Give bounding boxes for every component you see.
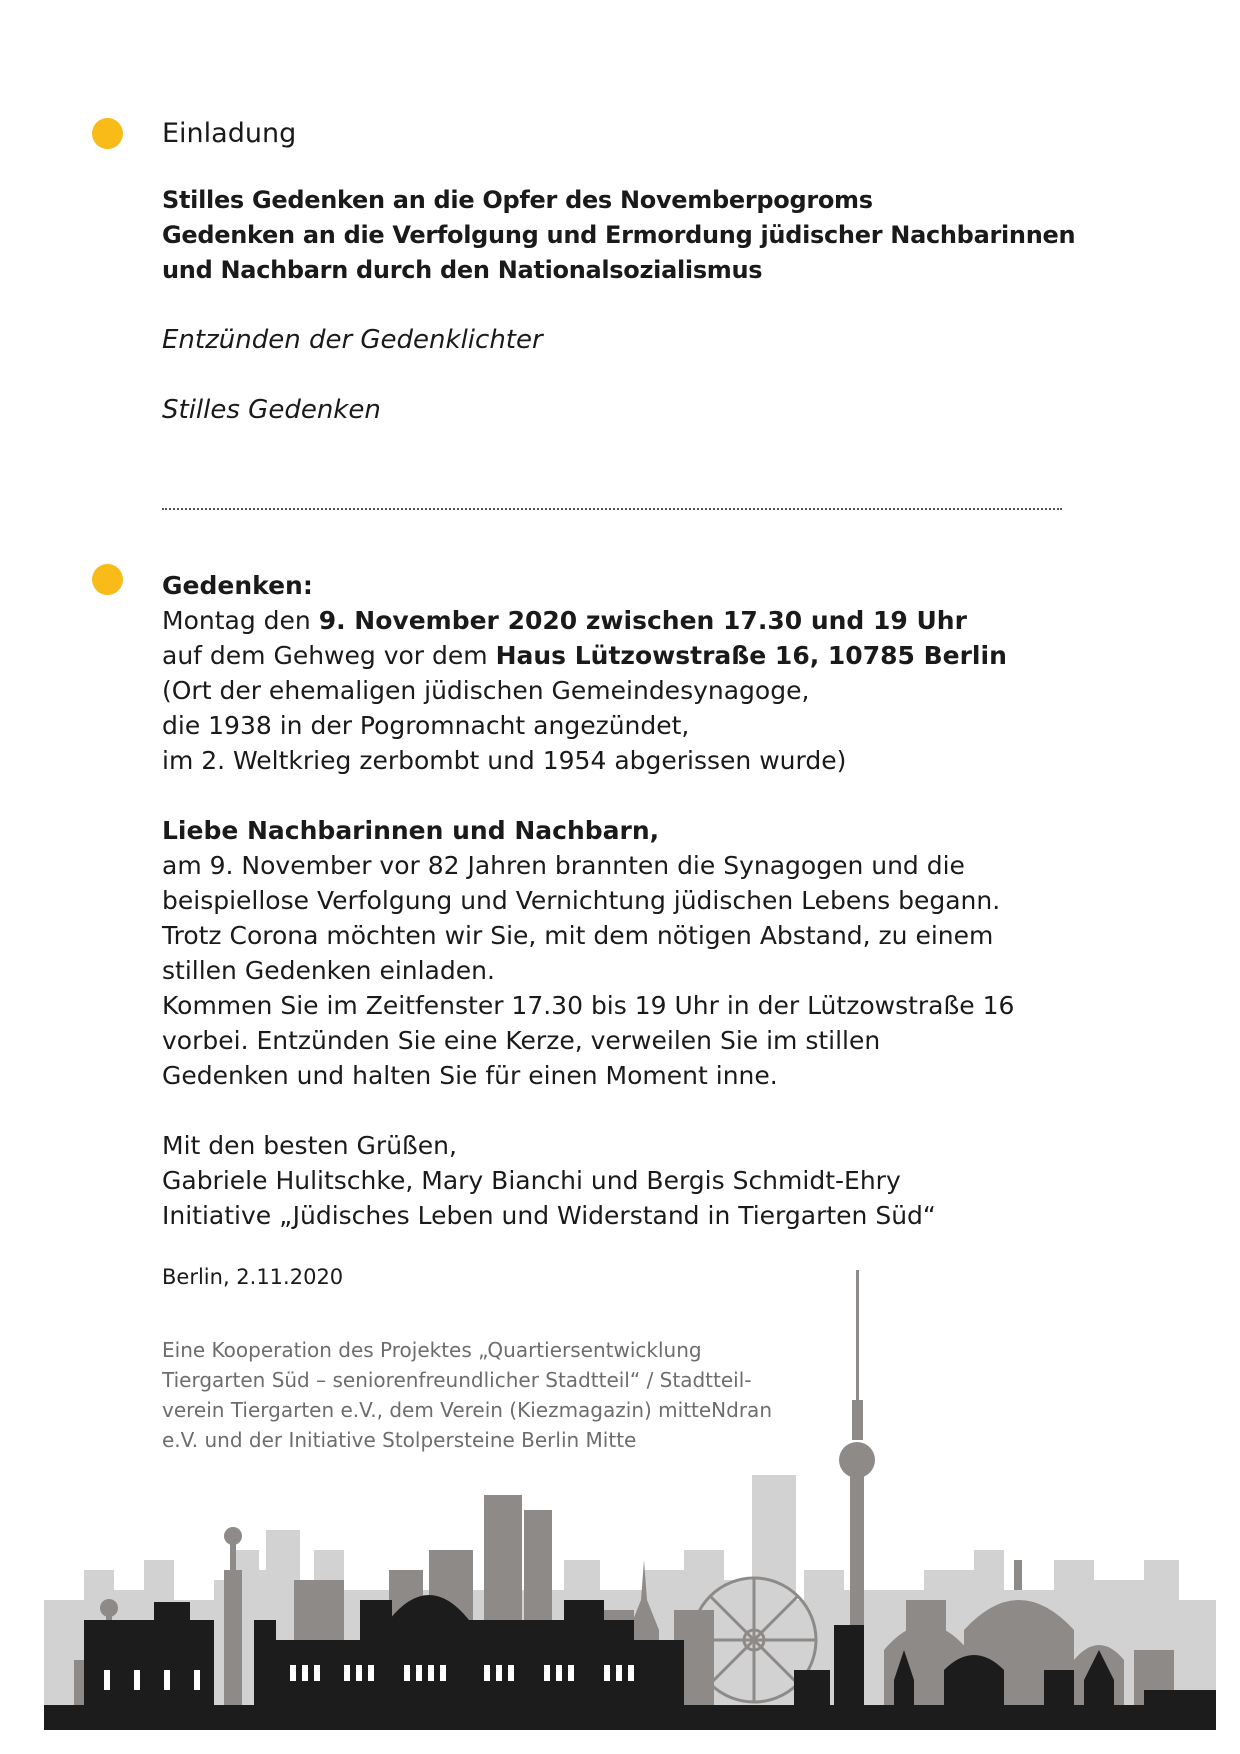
letter-line: Gedenken und halten Sie für einen Moment inne. [162, 1061, 778, 1090]
details-heading: Gedenken: [162, 571, 313, 600]
date-time-line [162, 603, 1062, 638]
title-line: Gedenken an die Verfolgung und Ermordung jüdischer Nachbarinnen [162, 221, 1076, 249]
letter-line: beispiellose Verfolgung und Vernichtung jüdischen Lebens begann. [162, 886, 1001, 915]
cooperation-line: Eine Kooperation des Projektes „Quartiersentwicklung [162, 1338, 702, 1362]
address: Haus Lützowstraße 16, 10785 Berlin [495, 641, 1007, 670]
letter-line: am 9. November vor 82 Jahren brannten die Synagogen und die [162, 851, 965, 880]
salutation: Liebe Nachbarinnen und Nachbarn, [162, 816, 660, 845]
cooperation-line: verein Tiergarten e.V., dem Verein (Kiezmagazin) mitteNdran [162, 1398, 772, 1422]
date-line: Berlin, 2.11.2020 [162, 1265, 344, 1289]
location-prefix: auf dem Gehweg vor dem [162, 641, 496, 670]
program-item: Entzünden der Gedenklichter [162, 325, 543, 355]
letter-line: stillen Gedenken einladen. [162, 956, 495, 985]
closing: Mit den besten Grüßen, [162, 1131, 457, 1160]
note-line: die 1938 in der Pogromnacht angezündet, [162, 711, 690, 740]
letter-line: Trotz Corona möchten wir Sie, mit dem nötigen Abstand, zu einem [162, 921, 994, 950]
berlin-skyline-icon [44, 1270, 1216, 1730]
initiative: Initiative „Jüdisches Leben und Widerstand in Tiergarten Süd“ [162, 1201, 936, 1230]
title-line: und Nachbarn durch den Nationalsozialismus [162, 256, 763, 284]
date-time: 9. November 2020 zwischen 17.30 und 19 Uhr [318, 606, 967, 635]
note-line: im 2. Weltkrieg zerbombt und 1954 abgerissen wurde) [162, 746, 847, 775]
cooperation-line: Tiergarten Süd – seniorenfreundlicher Stadtteil“ / Stadtteil- [162, 1368, 752, 1392]
kicker: Einladung [162, 118, 297, 149]
yellow-bullet-icon [92, 564, 123, 595]
letter-line: vorbei. Entzünden Sie eine Kerze, verweilen Sie im stillen [162, 1026, 881, 1055]
cooperation-line: e.V. und der Initiative Stolpersteine Berlin Mitte [162, 1428, 637, 1452]
note-line: (Ort der ehemaligen jüdischen Gemeindesynagoge, [162, 676, 810, 705]
letter-line: Kommen Sie im Zeitfenster 17.30 bis 19 Uhr in der Lützowstraße 16 [162, 991, 1015, 1020]
date-prefix: Montag den [162, 606, 319, 635]
title-line: Stilles Gedenken an die Opfer des Novemberpogroms [162, 186, 873, 214]
event-title [162, 183, 1076, 288]
signatories: Gabriele Hulitschke, Mary Bianchi und Bergis Schmidt-Ehry [162, 1166, 901, 1195]
program-item: Stilles Gedenken [162, 395, 381, 425]
yellow-bullet-icon [92, 118, 123, 149]
main-content [162, 568, 1062, 1233]
location-line [162, 638, 1062, 673]
dotted-divider [162, 508, 1062, 510]
